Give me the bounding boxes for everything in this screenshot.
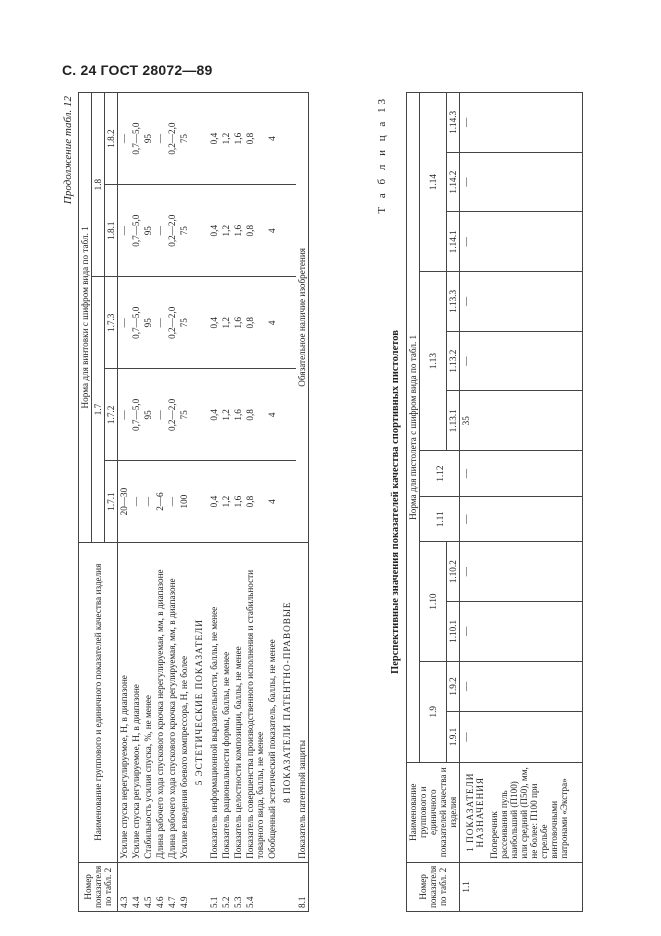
cell-value: 0,4	[208, 369, 220, 461]
cell-value: 4	[266, 185, 278, 277]
cell-value: —	[460, 93, 583, 153]
cell-value: 75	[178, 277, 190, 369]
subcol-header: 1.7.2	[105, 369, 118, 461]
group-header: 1.12	[420, 451, 460, 497]
table-row	[220, 93, 232, 912]
row-number: 4.5	[142, 862, 154, 911]
group-header: 1.8	[92, 93, 105, 277]
col-number-header: Номер показателя по табл. 2	[407, 862, 460, 911]
cell-value: —	[460, 712, 583, 763]
cell-value: —	[154, 185, 166, 277]
table-row	[154, 93, 166, 912]
subcol-header: 1.10.1	[447, 602, 460, 662]
cell-value: 100	[178, 461, 190, 542]
row-name: Стабильность усилия спуска, %, не менее	[142, 542, 154, 862]
cell-value: —	[460, 272, 583, 332]
group-header: 1.10	[420, 542, 447, 661]
group-header: 1.9	[420, 661, 447, 762]
cell-value: 95	[142, 93, 154, 185]
group-header: 1.7	[92, 277, 105, 542]
cell-value: 95	[142, 369, 154, 461]
row-name: Показатель информационной выразительности, баллы, не менее	[208, 542, 220, 862]
cell-value: 75	[178, 93, 190, 185]
cell-value: —	[460, 661, 583, 712]
section-title: 1 ПОКАЗАТЕЛИ НАЗНАЧЕНИЯ	[465, 772, 485, 852]
cell-value: 4	[266, 461, 278, 542]
section-title: 5 ЭСТЕТИЧЕСКИЕ ПОКАЗАТЕЛИ	[190, 542, 208, 862]
cell-value: —	[118, 277, 131, 369]
cell-value: 0,8	[244, 277, 266, 369]
row-name: Длина рабочего хода спускового крючка нерегулируемая, мм, в диапазоне	[154, 542, 166, 862]
cell-value: 2—6	[154, 461, 166, 542]
table-row	[118, 93, 131, 912]
cell-value: —	[118, 93, 131, 185]
subcol-header: 1.14.2	[447, 152, 460, 212]
cell-value: 35	[460, 391, 583, 451]
row-name: Поперечник рассеивания пуль наибольший (П100) или средний (П50), мм, не более: П100 при стрельбе винтовочными патронами «Экстра»	[489, 767, 569, 859]
section-row	[190, 93, 208, 912]
subcol-header: 1.7.3	[105, 277, 118, 369]
cell-value: —	[460, 542, 583, 602]
cell-value: —	[460, 602, 583, 662]
group-header: 1.14	[420, 93, 447, 272]
cell-value: 1,2	[220, 185, 232, 277]
row-number: 5.3	[232, 862, 244, 911]
table-row	[178, 93, 190, 912]
cell-value: 0,4	[208, 277, 220, 369]
cell-value: —	[460, 497, 583, 542]
cell-value: 1,6	[232, 93, 244, 185]
subcol-header: 1.14.3	[447, 93, 460, 153]
cell-value: 95	[142, 277, 154, 369]
row-name-cell	[460, 762, 583, 862]
cell-value: —	[166, 461, 178, 542]
row-name: Показатель рациональности формы, баллы, не менее	[220, 542, 232, 862]
row-name: Длина рабочего хода спускового крючка регулируемая, мм, в диапазоне	[166, 542, 178, 862]
table-row	[232, 93, 244, 912]
table-row	[244, 93, 266, 912]
cell-value: —	[460, 212, 583, 272]
cell-value: 0,8	[244, 93, 266, 185]
cell-value: —	[460, 152, 583, 212]
rotated-page	[60, 92, 600, 912]
cell-value: 0,8	[244, 461, 266, 542]
row-number: 4.6	[154, 862, 166, 911]
group-header: 1.11	[420, 497, 460, 542]
table13-title: Перспективные значения показателей качества спортивных пистолетов	[390, 330, 401, 674]
row-number	[266, 862, 278, 911]
cell-value: 1,2	[220, 369, 232, 461]
cell-value: 75	[178, 185, 190, 277]
col-norm-header: Норма для пистолета с шифром вида по табл. 1	[407, 93, 420, 763]
col-number-header: Номер показателя по табл. 2	[79, 862, 118, 911]
cell-value: —	[154, 93, 166, 185]
cell-value: 1,2	[220, 93, 232, 185]
subcol-header: 1.8.2	[105, 93, 118, 185]
row-number: 1.1	[460, 862, 583, 911]
row-number: 4.4	[130, 862, 142, 911]
cell-value: 1,2	[220, 277, 232, 369]
subcol-header: 1.13.1	[447, 391, 460, 451]
subcol-header: 1.10.2	[447, 542, 460, 602]
subcol-header: 1.13.2	[447, 331, 460, 391]
cell-value: 0,2—2,0	[166, 369, 178, 461]
cell-value: 1,2	[220, 461, 232, 542]
table12-continuation: Продолжение табл. 12	[62, 96, 74, 205]
cell-value: 1,6	[232, 369, 244, 461]
row-number: 8.1	[296, 862, 309, 911]
row-number: 4.3	[118, 862, 131, 911]
cell-value: Обязательное наличие изобретения	[296, 93, 309, 543]
cell-value: 20—30	[118, 461, 131, 542]
cell-value: 0,7—5,0	[130, 93, 142, 185]
cell-value: —	[460, 331, 583, 391]
cell-value: 75	[178, 369, 190, 461]
row-name: Показатель совершенства производственного исполнения и стабильности товарного вида, баллы, не менее	[244, 542, 266, 862]
cell-value: 4	[266, 277, 278, 369]
cell-value: 0,7—5,0	[130, 369, 142, 461]
cell-value: 95	[142, 185, 154, 277]
cell-value: —	[130, 461, 142, 542]
subcol-header: 1.7.1	[105, 461, 118, 542]
table-row	[266, 93, 278, 912]
page-header: С. 24 ГОСТ 28072—89	[62, 62, 213, 78]
cell-value: 0,8	[244, 185, 266, 277]
table-row	[166, 93, 178, 912]
subcol-header: 1.13.3	[447, 272, 460, 332]
row-name: Усилие взведения боевого компрессора, Н, не более	[178, 542, 190, 862]
table-row	[296, 93, 309, 912]
subcol-header: 1.9.1	[447, 712, 460, 763]
table-row	[208, 93, 220, 912]
subcol-header: 1.9.2	[447, 661, 460, 712]
cell-value: 0,4	[208, 93, 220, 185]
row-name: Усилие спуска нерегулируемое, Н, в диапазоне	[118, 542, 131, 862]
cell-value: 1,6	[232, 277, 244, 369]
row-number: 4.9	[178, 862, 190, 911]
table-13	[406, 92, 583, 912]
section-row	[278, 93, 296, 912]
row-name: Усилие спуска регулируемое, Н, в диапазоне	[130, 542, 142, 862]
row-number: 4.7	[166, 862, 178, 911]
table-row	[460, 93, 583, 912]
row-number: 5.2	[220, 862, 232, 911]
cell-value: 0,2—2,0	[166, 93, 178, 185]
cell-value: —	[118, 369, 131, 461]
table-12	[78, 92, 309, 912]
row-name: Показатель патентной защиты	[296, 542, 309, 862]
col-norm-header: Норма для винтовки с шифром вида по табл. 1	[79, 93, 92, 543]
cell-value: 0,7—5,0	[130, 277, 142, 369]
section-title: 8 ПОКАЗАТЕЛИ ПАТЕНТНО-ПРАВОВЫЕ	[278, 542, 296, 862]
cell-value: 1,6	[232, 461, 244, 542]
col-name-header: Наименование группового и единичного показателей качества изделия	[79, 542, 118, 862]
cell-value: —	[154, 369, 166, 461]
table13-label: Т а б л и ц а 13	[376, 96, 388, 214]
row-name: Показатель целостности композиции, баллы, не менее	[232, 542, 244, 862]
group-header: 1.13	[420, 272, 447, 451]
cell-value: —	[460, 451, 583, 497]
cell-value: 0,4	[208, 185, 220, 277]
table-row	[142, 93, 154, 912]
cell-value: 1,6	[232, 185, 244, 277]
cell-value: 0,2—2,0	[166, 185, 178, 277]
cell-value: —	[142, 461, 154, 542]
row-number: 5.4	[244, 862, 266, 911]
cell-value: 0,8	[244, 369, 266, 461]
cell-value: 0,4	[208, 461, 220, 542]
table-row	[130, 93, 142, 912]
cell-value: 0,7—5,0	[130, 185, 142, 277]
cell-value: —	[118, 185, 131, 277]
cell-value: 4	[266, 93, 278, 185]
subcol-header: 1.8.1	[105, 185, 118, 277]
subcol-header: 1.14.1	[447, 212, 460, 272]
col-name-header: Наименование группового и единичного показателей качества и изделия	[407, 762, 460, 862]
landscape-content	[60, 92, 600, 912]
row-number: 5.1	[208, 862, 220, 911]
cell-value: 0,2—2,0	[166, 277, 178, 369]
cell-value: 4	[266, 369, 278, 461]
cell-value: —	[154, 277, 166, 369]
row-name: Обобщенный эстетический показатель, баллы, не менее	[266, 542, 278, 862]
